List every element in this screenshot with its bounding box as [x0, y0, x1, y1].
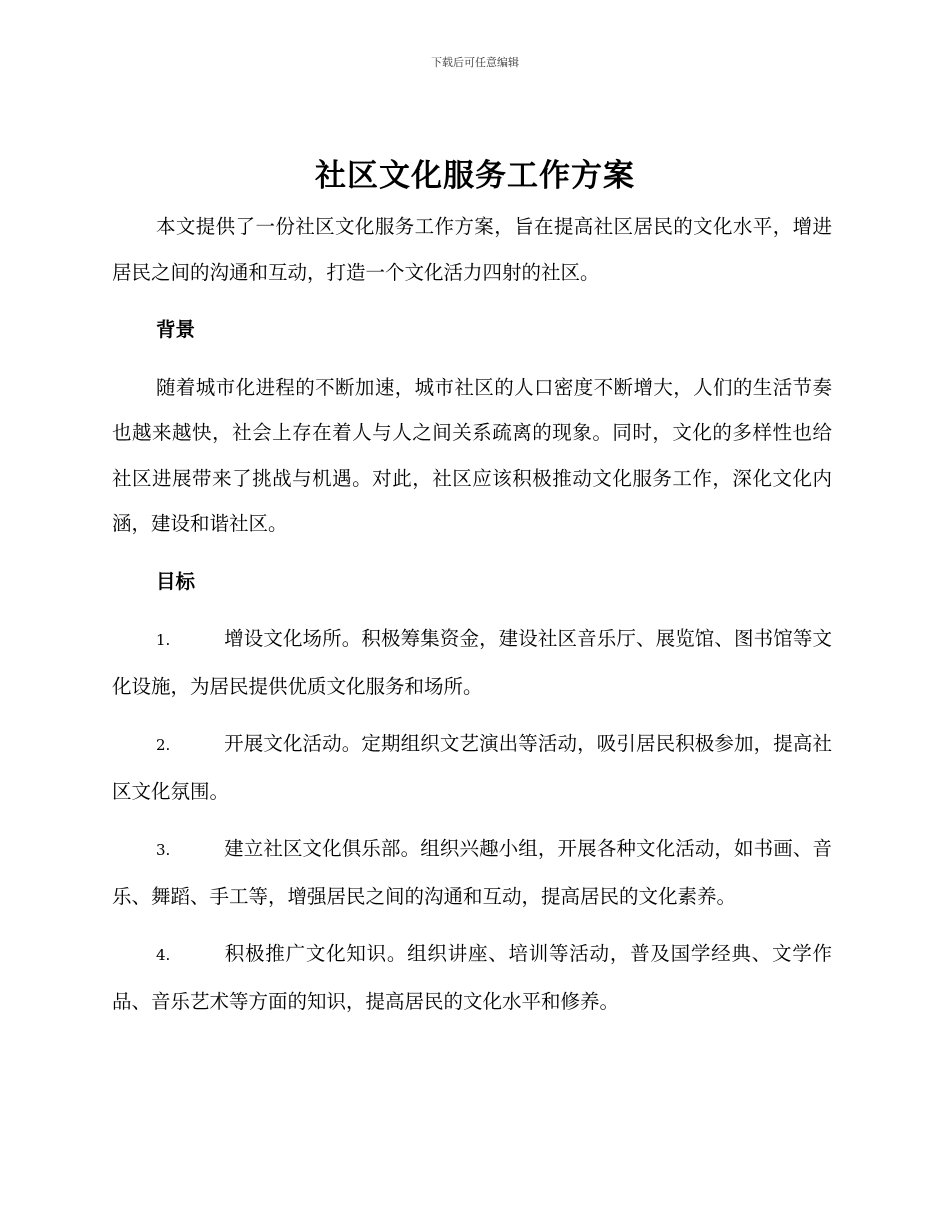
list-number: 2. — [156, 736, 171, 754]
document-title: 社区文化服务工作方案 — [315, 158, 635, 194]
list-item-text: 开展文化活动。定期组织文艺演出等活动，吸引居民积极参加，提高社区文化氛围。 — [112, 732, 832, 803]
list-item — [112, 616, 832, 709]
list-item-text: 建立社区文化俱乐部。组织兴趣小组，开展各种文化活动，如书画、音乐、舞蹈、手工等，增强居民之间的沟通和互动，提高居民的文化素养。 — [112, 837, 832, 908]
list-number: 4. — [156, 946, 171, 964]
background-paragraph: 随着城市化进程的不断加速，城市社区的人口密度不断增大，人们的生活节奏也越来越快，社会上存在着人与人之间关系疏离的现象。同时，文化的多样性也给社区进展带来了挑战与机遇。对此，社区应该积极推动文化服务工作，深化文化内涵，建设和谐社区。 — [112, 375, 832, 535]
document-body — [112, 204, 832, 1024]
list-item — [112, 931, 832, 1024]
section-heading-background: 背景 — [156, 318, 196, 341]
list-number: 1. — [156, 631, 171, 649]
header-note: 下载后可任意编辑 — [431, 56, 519, 69]
intro-paragraph: 本文提供了一份社区文化服务工作方案，旨在提高社区居民的文化水平，增进居民之间的沟通和互动，打造一个文化活力四射的社区。 — [112, 215, 832, 284]
section-heading-goals: 目标 — [156, 569, 196, 593]
list-item-text: 增设文化场所。积极筹集资金，建设社区音乐厅、展览馆、图书馆等文化设施，为居民提供优质文化服务和场所。 — [112, 627, 832, 698]
list-number: 3. — [156, 841, 171, 859]
list-item — [112, 721, 832, 814]
list-item — [112, 826, 832, 919]
list-item-text: 积极推广文化知识。组织讲座、培训等活动，普及国学经典、文学作品、音乐艺术等方面的知识，提高居民的文化水平和修养。 — [112, 942, 832, 1013]
